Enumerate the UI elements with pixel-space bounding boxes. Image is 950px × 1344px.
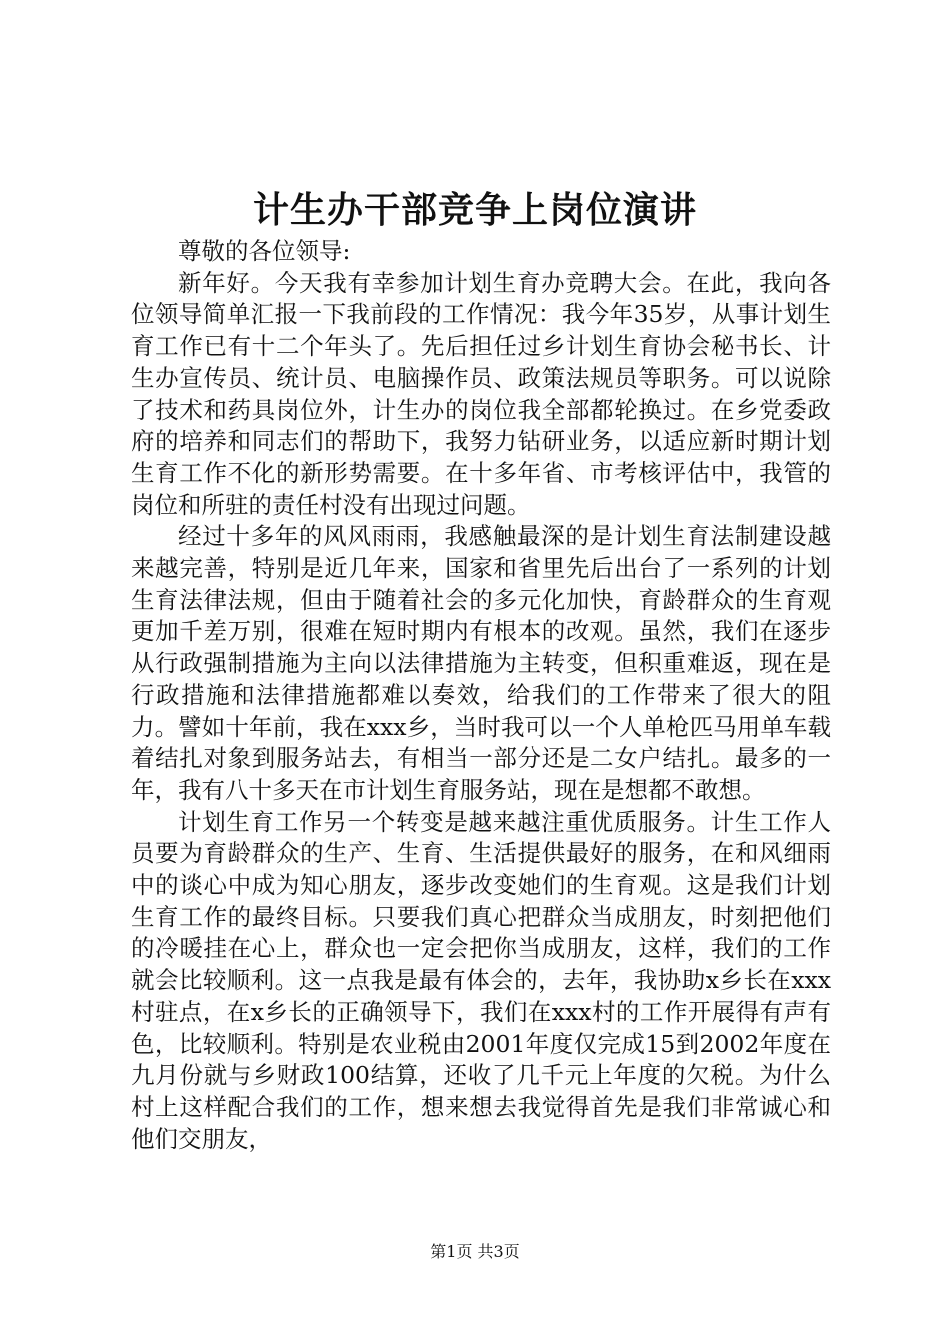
page-footer xyxy=(0,1242,950,1262)
body-paragraph-1: 新年好。今天我有幸参加计划生育办竞聘大会。在此，我向各位领导简单汇报一下我前段的工作情况：我今年35岁，从事计划生育工作已有十二个年头了。先后担任过乡计划生育协会秘书长、计生办宣传员、统计员、电脑操作员、政策法规员等职务。可以说除了技术和药具岗位外，计生办的岗位我全部都轮换过。在乡党委政府的培养和同志们的帮助下，我努力钻研业务，以适应新时期计划生育工作不化的新形势需要。在十多年省、市考核评估中，我管的岗位和所驻的责任村没有出现过问题。 xyxy=(131,268,831,519)
document-body xyxy=(131,236,831,1155)
body-paragraph-2: 经过十多年的风风雨雨，我感触最深的是计划生育法制建设越来越完善，特别是近几年来，国家和省里先后出台了一系列的计划生育法律法规，但由于随着社会的多元化加快，育龄群众的生育观更加千差万别，很难在短时期内有根本的改观。虽然，我们在逐步从行政强制措施为主向以法律措施为主转变，但积重难返，现在是行政措施和法律措施都难以奏效，给我们的工作带来了很大的阻力。譬如十年前，我在xxx乡，当时我可以一个人单枪匹马用单车载着结扎对象到服务站去，有相当一部分还是二女户结扎。最多的一年，我有八十多天在市计划生育服务站，现在是想都不敢想。 xyxy=(131,522,831,804)
salutation-paragraph: 尊敬的各位领导: xyxy=(178,237,351,265)
page-number: 第1页 xyxy=(430,1242,473,1261)
body-paragraph-3: 计划生育工作另一个转变是越来越注重优质服务。计生工作人员要为育龄群众的生产、生育、生活提供最好的服务，在和风细雨中的谈心中成为知心朋友，逐步改变她们的生育观。这是我们计划生育工作的最终目标。只要我们真心把群众当成朋友，时刻把他们的冷暖挂在心上，群众也一定会把你当成朋友，这样，我们的工作就会比较顺利。这一点我是最有体会的，去年，我协助x乡长在xxx村驻点，在x乡长的正确领导下，我们在xxx村的工作开展得有声有色，比较顺利。特别是农业税由2001年度仅完成15到2002年度在九月份就与乡财政100结算，还收了几千元上年度的欠税。为什么村上这样配合我们的工作，想来想去我觉得首先是我们非常诚心和他们交朋友， xyxy=(131,807,831,1153)
page-count: 共3页 xyxy=(477,1242,520,1261)
page-title: 计生办干部竞争上岗位演讲 xyxy=(252,189,697,231)
